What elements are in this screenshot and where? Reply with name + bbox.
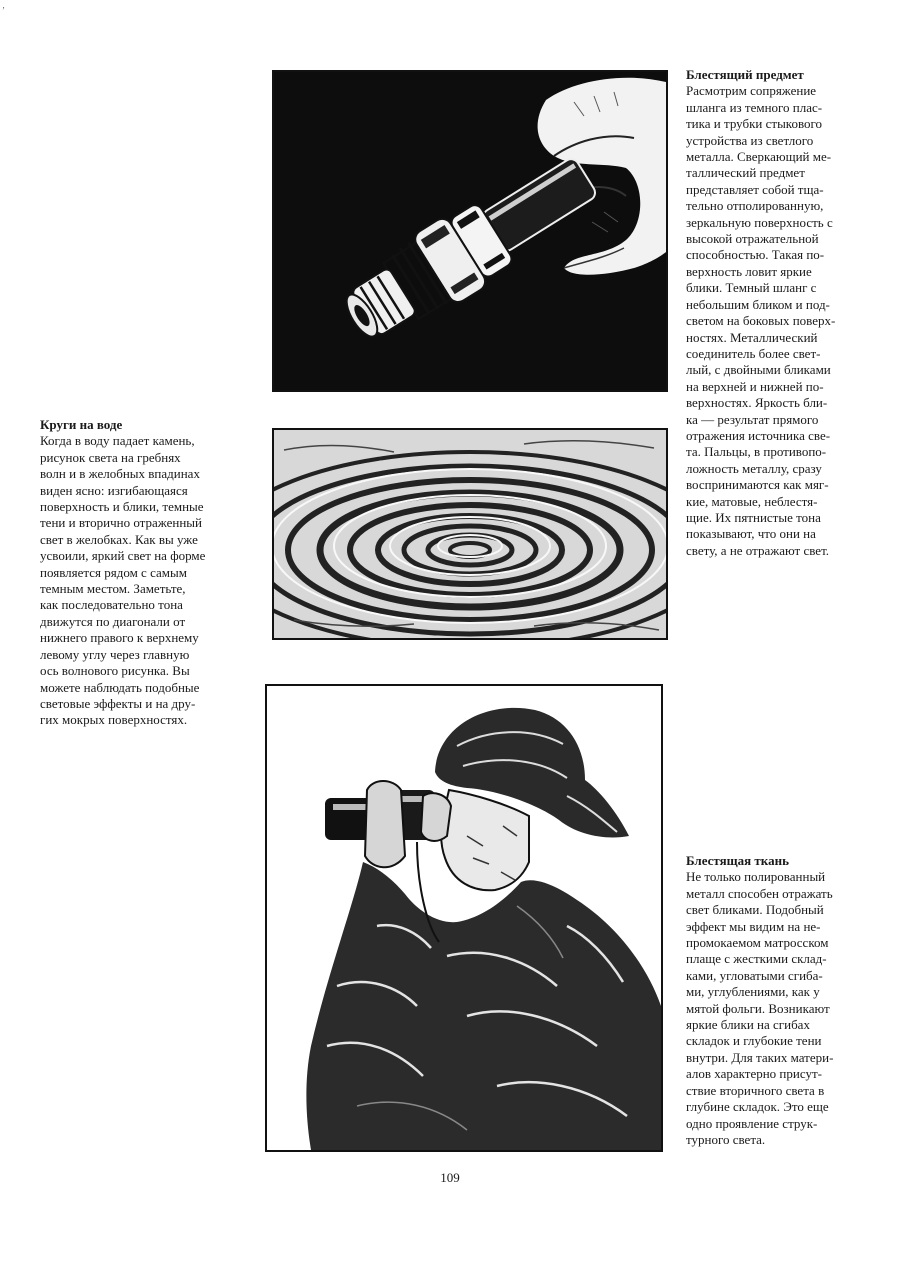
caption-line: ка — результат прямого: [686, 411, 819, 427]
caption-line: внутри. Для таких матери-: [686, 1049, 834, 1065]
caption-line: таллический предмет: [686, 165, 805, 181]
caption-line: свет в желобках. Как вы уже: [40, 531, 198, 547]
caption-line: ми, углублениями, как у: [686, 984, 820, 1000]
caption-water-circles: [40, 417, 255, 729]
caption-line: левому углу через главную: [40, 646, 190, 662]
caption-line: металла. Сверкающий ме-: [686, 149, 832, 165]
caption-title: Круги на воде: [40, 417, 123, 432]
caption-line: нижнего правого к верхнему: [40, 630, 199, 646]
caption-line: зеркальную поверхность с: [686, 214, 833, 230]
caption-line: ками, угловатыми сгиба-: [686, 967, 823, 983]
caption-line: тика и трубки стыкового: [686, 116, 823, 132]
caption-line: ложность металлу, сразу: [686, 460, 822, 476]
caption-line: воспринимаются как мяг-: [686, 477, 829, 493]
caption-line: световые эффекты и на дру-: [40, 695, 196, 711]
caption-line: высокой отражательной: [686, 231, 819, 247]
person-binoculars-drawing: [267, 686, 661, 1150]
caption-line: волн и в желобных впадинах: [40, 466, 200, 482]
caption-line: показывают, что они на: [686, 526, 816, 542]
caption-line: лый, с двойными бликами: [686, 362, 831, 378]
caption-line: верхностях. Яркость бли-: [686, 395, 828, 411]
caption-line: можете наблюдать подобные: [40, 679, 200, 695]
caption-line: складок и глубокие тени: [686, 1033, 822, 1049]
caption-line: на верхней и нижней по-: [686, 378, 824, 394]
caption-line: темным местом. Заметьте,: [40, 581, 186, 597]
caption-line: устройства из светлого: [686, 132, 814, 148]
caption-line: ось волнового рисунка. Вы: [40, 663, 190, 679]
caption-line: Расмотрим сопряжение: [686, 83, 817, 99]
caption-line: блики. Темный шланг с: [686, 280, 817, 296]
caption-line: ностях. Металлический: [686, 329, 818, 345]
caption-line: турного света.: [686, 1131, 766, 1147]
caption-line: промокаемом матросском: [686, 935, 829, 951]
caption-line: верхность ловит яркие: [686, 263, 812, 279]
caption-line: эффект мы видим на не-: [686, 918, 821, 934]
person-binoculars-illustration: [265, 684, 663, 1152]
hose-connector-illustration: [272, 70, 668, 392]
caption-line: свет бликами. Подобный: [686, 902, 824, 918]
caption-shiny-object: [686, 67, 891, 559]
caption-body: [686, 83, 891, 559]
caption-line: движутся по диагонали от: [40, 613, 186, 629]
caption-line: свету, а не отражают свет.: [686, 542, 830, 558]
caption-line: кие, матовые, неблестя-: [686, 493, 818, 509]
caption-line: Когда в воду падает камень,: [40, 433, 195, 449]
caption-line: отражения источника све-: [686, 427, 831, 443]
caption-line: Не только полированный: [686, 869, 826, 885]
caption-line: представляет собой тща-: [686, 181, 824, 197]
hose-connector-drawing: [274, 72, 666, 390]
caption-line: способностью. Такая по-: [686, 247, 825, 263]
caption-line: усвоили, яркий свет на форме: [40, 548, 206, 564]
caption-line: появляется рядом с самым: [40, 564, 187, 580]
caption-line: одно проявление струк-: [686, 1115, 818, 1131]
page-number: 109: [440, 1170, 460, 1185]
caption-line: алов характерно присут-: [686, 1066, 822, 1082]
caption-line: гих мокрых поверхностях.: [40, 712, 188, 728]
caption-line: поверхность и блики, темные: [40, 499, 204, 515]
caption-line: рисунок света на гребнях: [40, 449, 181, 465]
caption-line: та. Пальцы, в противопо-: [686, 444, 827, 460]
caption-line: светом на боковых поверх-: [686, 313, 836, 329]
caption-line: глубине складок. Это еще: [686, 1099, 829, 1115]
caption-line: тельно отполированную,: [686, 198, 824, 214]
caption-line: шланга из темного плас-: [686, 99, 823, 115]
caption-line: металл способен отражать: [686, 885, 833, 901]
caption-shiny-fabric: [686, 853, 891, 1148]
water-ripples-drawing: [274, 430, 666, 638]
caption-line: щие. Их пятнистые тона: [686, 509, 821, 525]
caption-line: мятой фольги. Возникают: [686, 1000, 830, 1016]
caption-line: виден ясно: изгибающаяся: [40, 482, 188, 498]
water-ripples-illustration: [272, 428, 668, 640]
caption-title: Блестящий предмет: [686, 67, 804, 82]
caption-line: ствие вторичного света в: [686, 1082, 825, 1098]
caption-body: [686, 869, 891, 1148]
corner-mark: ‚: [2, 0, 5, 10]
caption-body: [40, 433, 255, 728]
caption-line: яркие блики на сгибах: [686, 1017, 810, 1033]
caption-line: соединитель более свет-: [686, 345, 821, 361]
caption-title: Блестящая ткань: [686, 853, 789, 868]
caption-line: тени и вторично отраженный: [40, 515, 202, 531]
caption-line: плаще с жесткими склад-: [686, 951, 827, 967]
caption-line: как последовательно тона: [40, 597, 183, 613]
caption-line: небольшим бликом и под-: [686, 296, 830, 312]
